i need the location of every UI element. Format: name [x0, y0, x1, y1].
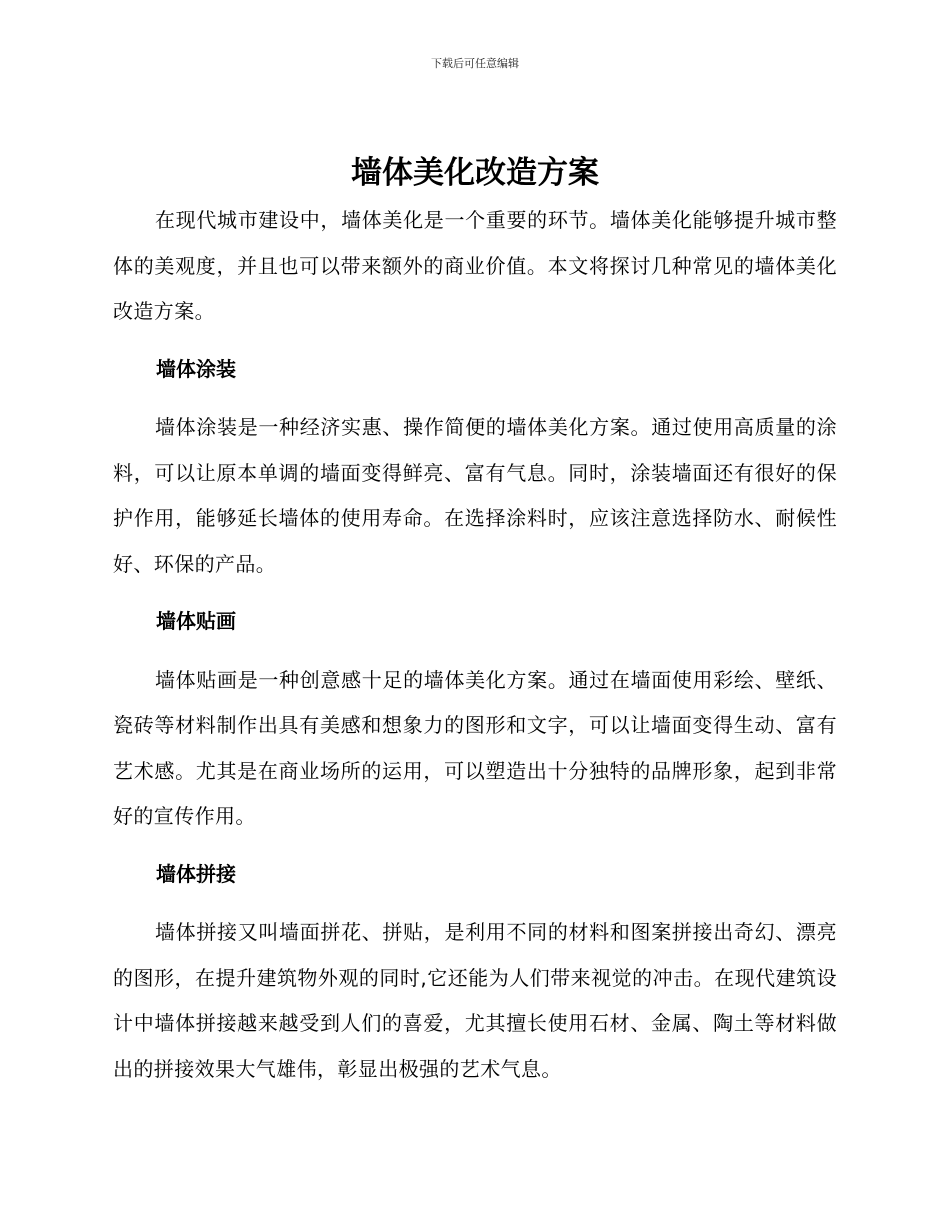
page-header-note: 下载后可任意编辑 [431, 57, 519, 70]
section-heading-mosaic: 墙体拼接 [156, 861, 236, 886]
intro-paragraph: 在现代城市建设中，墙体美化是一个重要的环节。墙体美化能够提升城市整体的美观度，并且也可以带来额外的商业价值。本文将探讨几种常见的墙体美化改造方案。 [113, 208, 837, 323]
section-paragraph-painting: 墙体涂装是一种经济实惠、操作简便的墙体美化方案。通过使用高质量的涂料，可以让原本单调的墙面变得鲜亮、富有气息。同时，涂装墙面还有很好的保护作用，能够延长墙体的使用寿命。在选择涂料时，应该注意选择防水、耐候性好、环保的产品。 [113, 415, 837, 576]
section-heading-painting: 墙体涂装 [156, 356, 236, 381]
section-paragraph-mosaic: 墙体拼接又叫墙面拼花、拼贴，是利用不同的材料和图案拼接出奇幻、漂亮的图形，在提升建筑物外观的同时,它还能为人们带来视觉的冲击。在现代建筑设计中墙体拼接越来越受到人们的喜爱，尤其擅长使用石材、金属、陶土等材料做出的拼接效果大气雄伟，彰显出极强的艺术气息。 [113, 920, 837, 1081]
section-heading-mural: 墙体贴画 [156, 609, 236, 633]
section-paragraph-mural: 墙体贴画是一种创意感十足的墙体美化方案。通过在墙面使用彩绘、壁纸、瓷砖等材料制作出具有美感和想象力的图形和文字，可以让墙面变得生动、富有艺术感。尤其是在商业场所的运用，可以塑造出十分独特的品牌形象，起到非常好的宣传作用。 [113, 667, 837, 828]
document-body [113, 152, 837, 1092]
document-title: 墙体美化改造方案 [351, 155, 599, 191]
